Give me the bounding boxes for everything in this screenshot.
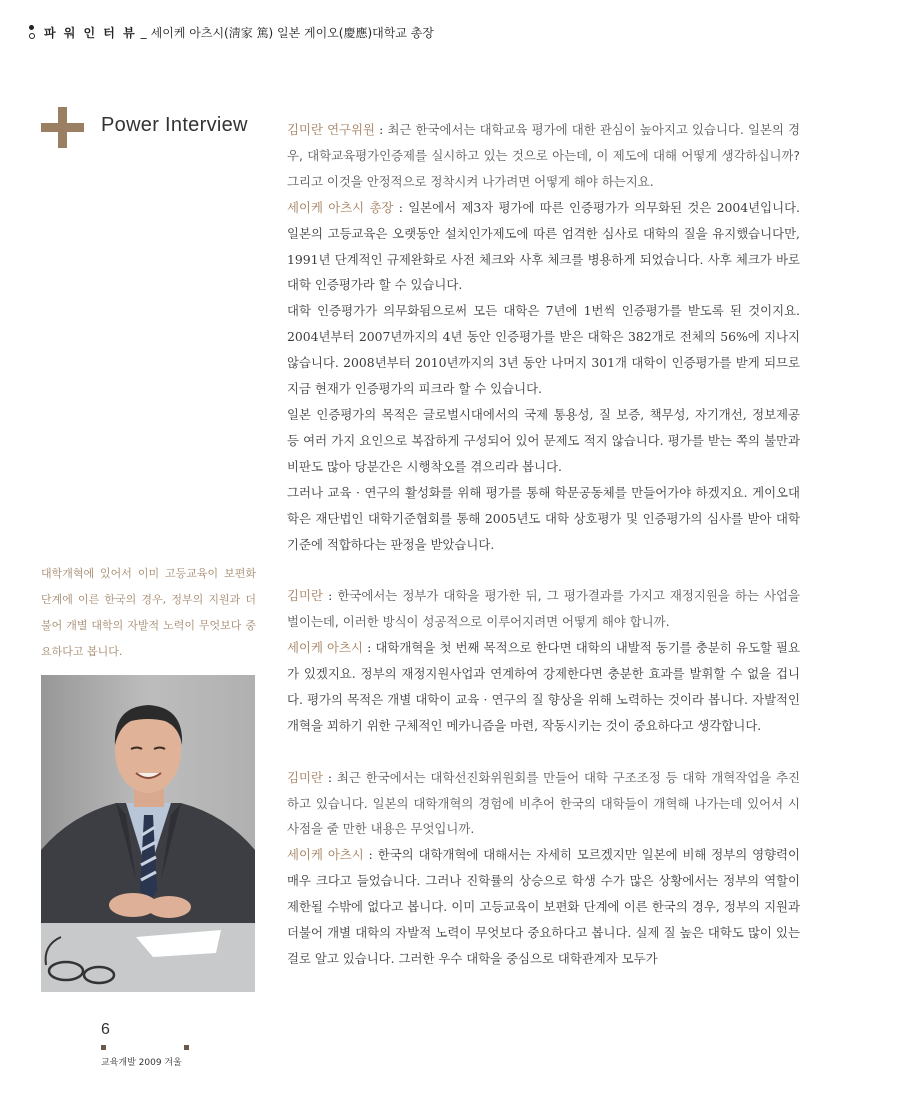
publication-name: 교육개발 2009 겨울 (101, 1058, 182, 1068)
answer-paragraph: 세이케 아츠시 총장 : 일본에서 제3자 평가에 따른 인증평가가 의무화된 것은 2004년입니다. 일본의 고등교육은 오랫동안 설치인가제도에 따른 엄격한 심사로 대학의 질을 유지했습니다만, 1991년 단계적인 규제완화로 사전 체크와 사후 체크를 병용하게 되었습니다. 사후 체크가 바로 대학 인증평가라 할 수 있습니다. (287, 199, 800, 293)
page-footer (101, 1021, 182, 1068)
page-title: Power Interview (101, 114, 248, 136)
pull-quote: 대학개혁에 있어서 이미 고등교육이 보편화 단계에 이른 한국의 경우, 정부의 지원과 더불어 개별 대학의 자발적 노력이 무엇보다 중요하다고 봅니다. (41, 567, 256, 658)
paragraph-text: 한국에서는 정부가 대학을 평가한 뒤, 그 평가결과를 가지고 재정지원을 하는 사업을 벌이는데, 이러한 방식이 성공적으로 이루어지려면 어떻게 해야 합니까. (287, 588, 800, 630)
answer-paragraph (287, 402, 800, 480)
paragraph-text: 그러나 교육 · 연구의 활성화를 위해 평가를 통해 학문공동체를 만들어가야 하겠지요. 게이오대학은 재단법인 대학기준협회를 통해 2005년도 대학 상호평가 및 인증평가의 심사를 받아 대학기준에 적합하다는 판정을 받았습니다. (287, 484, 800, 552)
section-label: 파 워 인 터 뷰 (44, 25, 137, 40)
answer-paragraph: 세이케 아츠시 : 한국의 대학개혁에 대해서는 자세히 모르겠지만 일본에 비해 정부의 영향력이 매우 크다고 들었습니다. 그러나 진학률의 상승으로 학생 수가 많은 상황에서는 정부의 역할이 제한될 수밖에 없다고 봅니다. 이미 고등교육이 보편화 단계에 이른 한국의 경우, 정부의 지원과 더불어 개별 대학의 자발적 노력이 무엇보다 중요하다고 봅니다. 실제 질 높은 대학도 많이 있는 걸로 알고 있습니다. 그러한 우수 대학을 중심으로 대학관계자 모두가 (287, 847, 801, 966)
running-header (28, 22, 434, 42)
header-subtitle: 세이케 아츠시(淸家 篤) 일본 게이오(慶應)대학교 총장 (150, 25, 434, 40)
portrait-illustration (41, 675, 255, 992)
paragraph-text: 한국의 대학개혁에 대해서는 자세히 모르겠지만 일본에 비해 정부의 영향력이 매우 크다고 들었습니다. 그러나 진학률의 상승으로 학생 수가 많은 상황에서는 정부의 역할이 제한될 수밖에 없다고 봅니다. 이미 고등교육이 보편화 단계에 이른 한국의 경우, 정부의 지원과 더불어 개별 대학의 자발적 노력이 무엇보다 중요하다고 봅니다. 실제 질 높은 대학도 많이 있는 걸로 알고 있습니다. 그러한 우수 대학을 중심으로 대학관계자 모두가 (287, 847, 801, 966)
answer-paragraph: 세이케 아츠시 : 대학개혁을 첫 번째 목적으로 한다면 대학의 내발적 동기를 충분히 유도할 필요가 있겠지요. 정부의 재정지원사업과 연계하여 강제한다면 충분한 효과를 발휘할 수 없을 겁니다. 평가의 목적은 개별 대학이 교육 · 연구의 질 향상을 위해 노력하는 것이라 봅니다. 자발적인 개혁을 꾀하기 위한 구체적인 메카니즘을 마련, 작동시키는 것이 중요하다고 생각합니다. (287, 640, 800, 733)
speaker-name: 세이케 아츠시 총장 (287, 199, 394, 215)
paragraph-text: 일본 인증평가의 목적은 글로벌시대에서의 국제 통용성, 질 보증, 책무성, 자기개선, 정보제공 등 여러 가지 요인으로 복잡하게 구성되어 있어 문제도 적지 않습니다. 평가를 받는 쪽의 불만과 비판도 많아 당분간은 시행착오를 겪으리라 봅니다. (287, 406, 800, 474)
paragraph-text: 대학 인증평가가 의무화됨으로써 모든 대학은 7년에 1번씩 인증평가를 받도록 된 것이지요. 2004년부터 2007년까지의 4년 동안 인증평가를 받은 대학은 382개로 전체의 56%에 지나지 않습니다. 2008년부터 2010년까지의 3년 동안 나머지 301개 대학이 인증평가를 받게 되므로 지금 현재가 인증평가의 피크라 할 수 있습니다. (287, 303, 800, 397)
paragraph-gap (287, 557, 800, 583)
speaker-name: 김미란 연구위원 (287, 122, 375, 137)
plus-icon (41, 107, 84, 148)
speaker-name: 세이케 아츠시 (287, 640, 363, 656)
answer-paragraph (287, 298, 800, 402)
bullet-dots-icon (28, 23, 36, 41)
question-paragraph: 김미란 연구위원 : 최근 한국에서는 대학교육 평가에 대한 관심이 높아지고 있습니다. 일본의 경우, 대학교육평가인증제를 실시하고 있는 것으로 아는데, 이 제도에 대해 어떻게 생각하십니까? 그리고 이것을 안정적으로 정착시켜 나가려면 어떻게 해야 하는지요. (287, 122, 800, 189)
answer-paragraph (287, 480, 800, 558)
square-bullet-icon (101, 1045, 106, 1050)
speaker-name: 세이케 아츠시 (287, 847, 364, 863)
paragraph-text: 최근 한국에서는 대학선진화위원회를 만들어 대학 구조조정 등 대학 개혁작업을 추진하고 있습니다. 일본의 대학개혁의 경험에 비추어 한국의 대학들이 개혁해 나가는데 있어서 시사점을 줄 만한 내용은 무엇입니까. (287, 769, 801, 837)
portrait-photo (41, 675, 255, 992)
paragraph-text: 최근 한국에서는 대학교육 평가에 대한 관심이 높아지고 있습니다. 일본의 경우, 대학교육평가인증제를 실시하고 있는 것으로 아는데, 이 제도에 대해 어떻게 생각하십니까? 그리고 이것을 안정적으로 정착시켜 나가려면 어떻게 해야 하는지요. (287, 122, 800, 189)
paragraph-text: 대학개혁을 첫 번째 목적으로 한다면 대학의 내발적 동기를 충분히 유도할 필요가 있겠지요. 정부의 재정지원사업과 연계하여 강제한다면 충분한 효과를 발휘할 수 없을 겁니다. 평가의 목적은 개별 대학이 교육 · 연구의 질 향상을 위해 노력하는 것이라 봅니다. 자발적인 개혁을 꾀하기 위한 구체적인 메카니즘을 마련, 작동시키는 것이 중요하다고 생각합니다. (287, 640, 800, 733)
question-paragraph: 김미란 : 최근 한국에서는 대학선진화위원회를 만들어 대학 구조조정 등 대학 개혁작업을 추진하고 있습니다. 일본의 대학개혁의 경험에 비추어 한국의 대학들이 개혁해 나가는데 있어서 시사점을 줄 만한 내용은 무엇입니까. (287, 769, 801, 837)
square-bullet-icon (184, 1045, 189, 1050)
paragraph-text: 일본에서 제3자 평가에 따른 인증평가가 의무화된 것은 2004년입니다. 일본의 고등교육은 오랫동안 설치인가제도에 따른 엄격한 심사로 대학의 질을 유지했습니다만, 1991년 단계적인 규제완화로 사전 체크와 사후 체크를 병용하게 되었습니다. 사후 체크가 바로 대학 인증평가라 할 수 있습니다. (287, 199, 800, 293)
header-separator: _ (140, 25, 147, 39)
speaker-name: 김미란 (287, 769, 323, 785)
interview-body (287, 117, 800, 972)
speaker-name: 김미란 (287, 588, 323, 604)
page-number: 6 (101, 1021, 110, 1038)
question-paragraph: 김미란 : 한국에서는 정부가 대학을 평가한 뒤, 그 평가결과를 가지고 재정지원을 하는 사업을 벌이는데, 이러한 방식이 성공적으로 이루어지려면 어떻게 해야 합니까. (287, 588, 800, 630)
paragraph-gap (287, 739, 800, 765)
